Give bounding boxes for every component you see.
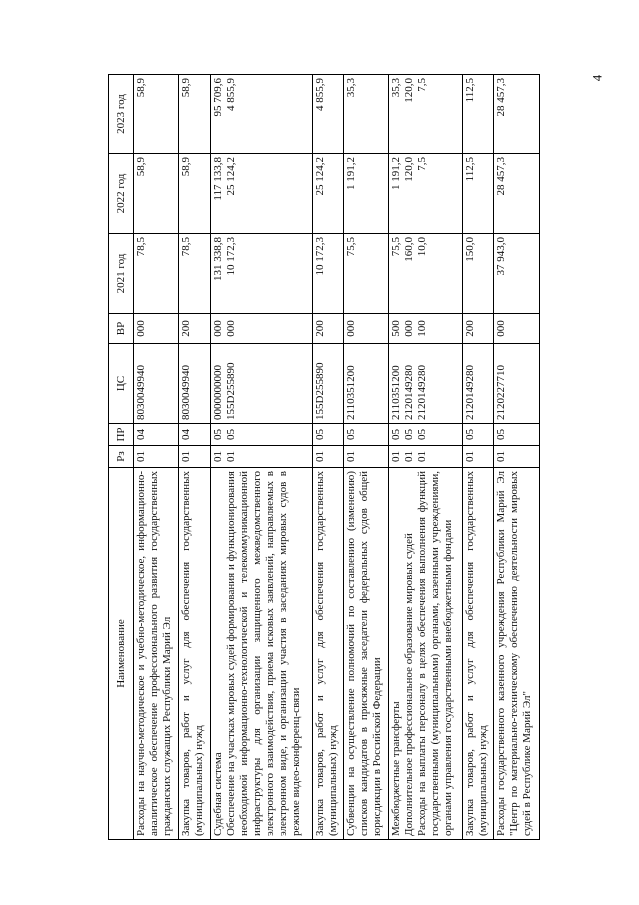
table-row [312,75,343,840]
row-vr: 000 [134,314,179,344]
row-name: Закупка товаров, работ и услуг для обеспечения государственных (муниципальных) нужд [463,468,494,840]
row-pr: 05 [494,424,540,446]
header-pr: ПР [109,424,134,446]
row-vr: 200 [312,314,343,344]
row-2023: 4 855,9 [312,75,343,154]
row-cs: 155D255890 [312,344,343,424]
budget-table [108,74,540,840]
row-2022: 58,9 [134,154,179,234]
row-rz: 01 [134,446,179,468]
table-row [463,75,494,840]
header-2023: 2023 год [109,75,134,154]
header-vr: ВР [109,314,134,344]
budget-table-rotated [108,75,540,840]
table-row [344,75,389,840]
row-2022: 1 191,2 [344,154,389,234]
row-pr: 05 [312,424,343,446]
row-rz: 01 [344,446,389,468]
header-rz: Рз [109,446,134,468]
row-cs: 2120149280 [463,344,494,424]
row-cs: 2110351200 [344,344,389,424]
row-2022: 25 124,2 [312,154,343,234]
row-vr: 200 [179,314,210,344]
row-2021: 75,5 160,0 10,0 [389,234,463,314]
row-cs: 0000000000 155D255890 [210,344,312,424]
row-pr: 05 [463,424,494,446]
row-2021: 75,5 [344,234,389,314]
row-vr: 000 000 [210,314,312,344]
table-row [389,75,463,840]
row-cs: 2120227710 [494,344,540,424]
row-2021: 131 338,8 10 172,3 [210,234,312,314]
row-pr: 04 [134,424,179,446]
header-2022: 2022 год [109,154,134,234]
header-name: Наименование [109,468,134,840]
row-pr: 05 05 05 [389,424,463,446]
row-2023: 58,9 [179,75,210,154]
row-cs: 8030049940 [134,344,179,424]
table-row [179,75,210,840]
row-cs: 2110351200 2120149280 2120149280 [389,344,463,424]
row-rz: 01 [494,446,540,468]
row-vr: 500 000 100 [389,314,463,344]
row-2022: 117 133,8 25 124,2 [210,154,312,234]
row-name: Межбюджетные трансферты Дополнительное профессиональное образование мировых судей Расходы на выплаты персоналу в целях обеспечения выполнения функций государственными (муниципальными) органами, казенными учреждениями, органами управления государственными внебюджетными фондами [389,468,463,840]
row-name: Закупка товаров, работ и услуг для обеспечения государственных (муниципальных) нужд [312,468,343,840]
table-header-row [109,75,134,840]
row-pr: 04 [179,424,210,446]
row-2021: 10 172,3 [312,234,343,314]
row-name: Закупка товаров, работ и услуг для обеспечения государственных (муниципальных) нужд [179,468,210,840]
row-2023: 112,5 [463,75,494,154]
row-name: Субвенции на осуществление полномочий по составлению (изменению) списков кандидатов в присяжные заседатели федеральных судов общей юрисдикции в Российской Федерации [344,468,389,840]
row-2021: 150,0 [463,234,494,314]
row-name: Расходы государственного казенного учреждения Республики Марий Эл "Центр по материально-техническому обеспечению деятельности мировых судей в Республике Марий Эл" [494,468,540,840]
page-number: 4 [589,74,605,82]
row-2023: 28 457,3 [494,75,540,154]
header-cs: ЦС [109,344,134,424]
row-2021: 37 943,0 [494,234,540,314]
row-2022: 58,9 [179,154,210,234]
row-rz: 01 [463,446,494,468]
row-2023: 35,3 120,0 7,5 [389,75,463,154]
row-pr: 05 05 [210,424,312,446]
row-2021: 78,5 [134,234,179,314]
row-rz: 01 01 [210,446,312,468]
row-rz: 01 [179,446,210,468]
row-rz: 01 01 01 [389,446,463,468]
row-vr: 000 [494,314,540,344]
row-2023: 95 709,6 4 855,9 [210,75,312,154]
row-2022: 28 457,3 [494,154,540,234]
row-2022: 112,5 [463,154,494,234]
table-row [494,75,540,840]
row-vr: 200 [463,314,494,344]
row-2023: 35,3 [344,75,389,154]
row-2022: 1 191,2 120,0 7,5 [389,154,463,234]
row-name: Расходы на научно-методическое и учебно-методическое, информационно-аналитическое обеспечение профессионального развития государственных гражданских служащих Республики Марий Эл [134,468,179,840]
row-name: Судебная система Обеспечение на участках мировых судей формирования и функционирования необходимой информационно-технологической и телекоммуникационной инфраструктуры для организации защищенного межведомственного электронного взаимодействия, приема исковых заявлений, направляемых в электронном виде, и организации участия в заседаниях мировых судов в режиме видео-конференц-связи [210,468,312,840]
row-rz: 01 [312,446,343,468]
row-vr: 000 [344,314,389,344]
table-row [134,75,179,840]
row-cs: 8030049940 [179,344,210,424]
row-pr: 05 [344,424,389,446]
header-2021: 2021 год [109,234,134,314]
row-2021: 78,5 [179,234,210,314]
row-2023: 58,9 [134,75,179,154]
table-row [210,75,312,840]
